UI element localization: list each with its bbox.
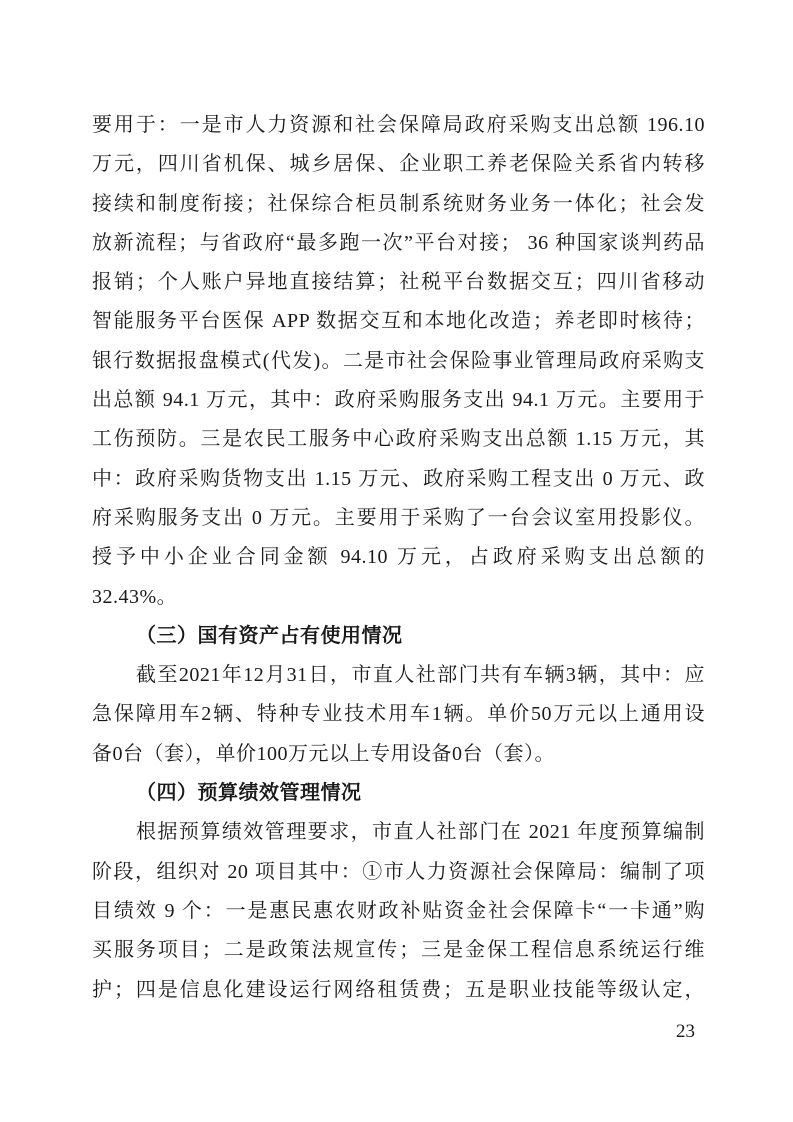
text-line: 要用于：一是市人力资源和社会保障局政府采购支出总额 196.10 bbox=[92, 114, 705, 136]
text-line: 32.43%。 bbox=[92, 585, 178, 608]
text-block bbox=[92, 106, 705, 1010]
text-line: 买服务项目；二是政策法规宣传；三是金保工程信息系统运行维 bbox=[92, 939, 705, 962]
text-line: 工伤预防。三是农民工服务中心政府采购支出总额 1.15 万元，其 bbox=[92, 428, 705, 451]
text-line: 授予中小企业合同金额 94.10 万元，占政府采购支出总额的 bbox=[92, 546, 705, 569]
text-line: 阶段，组织对 20 项目其中：①市人力资源社会保障局：编制了项 bbox=[92, 860, 705, 883]
text-line: 备0台（套），单价100万元以上专用设备0台（套）。 bbox=[92, 742, 555, 765]
text-line: 急保障用车2辆、特种专业技术用车1辆。单价50万元以上通用设 bbox=[92, 703, 705, 726]
text-line: 报销；个人账户异地直接结算；社税平台数据交互；四川省移动 bbox=[92, 271, 705, 294]
text-line: 万元，四川省机保、城乡居保、企业职工养老保险关系省内转移 bbox=[92, 153, 705, 176]
text-line: 护；四是信息化建设运行网络租赁费；五是职业技能等级认定， bbox=[92, 978, 705, 1001]
text-line: 中：政府采购货物支出 1.15 万元、政府采购工程支出 0 万元、政 bbox=[92, 467, 705, 490]
section-heading: （四）预算绩效管理情况 bbox=[136, 782, 362, 805]
text-line: 接续和制度衔接；社保综合柜员制系统财务业务一体化；社会发 bbox=[92, 192, 705, 215]
text-line: 截至2021年12月31日，市直人社部门共有车辆3辆，其中：应 bbox=[136, 664, 705, 687]
text-line: 目绩效 9 个：一是惠民惠农财政补贴资金社会保障卡“一卡通”购 bbox=[92, 899, 705, 922]
text-line: 出总额 94.1 万元，其中：政府采购服务支出 94.1 万元。主要用于 bbox=[92, 389, 705, 412]
section-heading: （三）国有资产占有使用情况 bbox=[136, 624, 403, 647]
text-line: 智能服务平台医保 APP 数据交互和本地化改造；养老即时核待； bbox=[92, 310, 705, 333]
text-line: 府采购服务支出 0 万元。主要用于采购了一台会议室用投影仪。 bbox=[92, 506, 705, 529]
page-number: 23 bbox=[676, 1021, 695, 1042]
text-line: 根据预算绩效管理要求，市直人社部门在 2021 年度预算编制 bbox=[136, 821, 705, 844]
text-line: 银行数据报盘模式(代发)。二是市社会保险事业管理局政府采购支 bbox=[92, 349, 705, 372]
text-line: 放新流程；与省政府“最多跑一次”平台对接； 36 种国家谈判药品 bbox=[92, 231, 705, 254]
